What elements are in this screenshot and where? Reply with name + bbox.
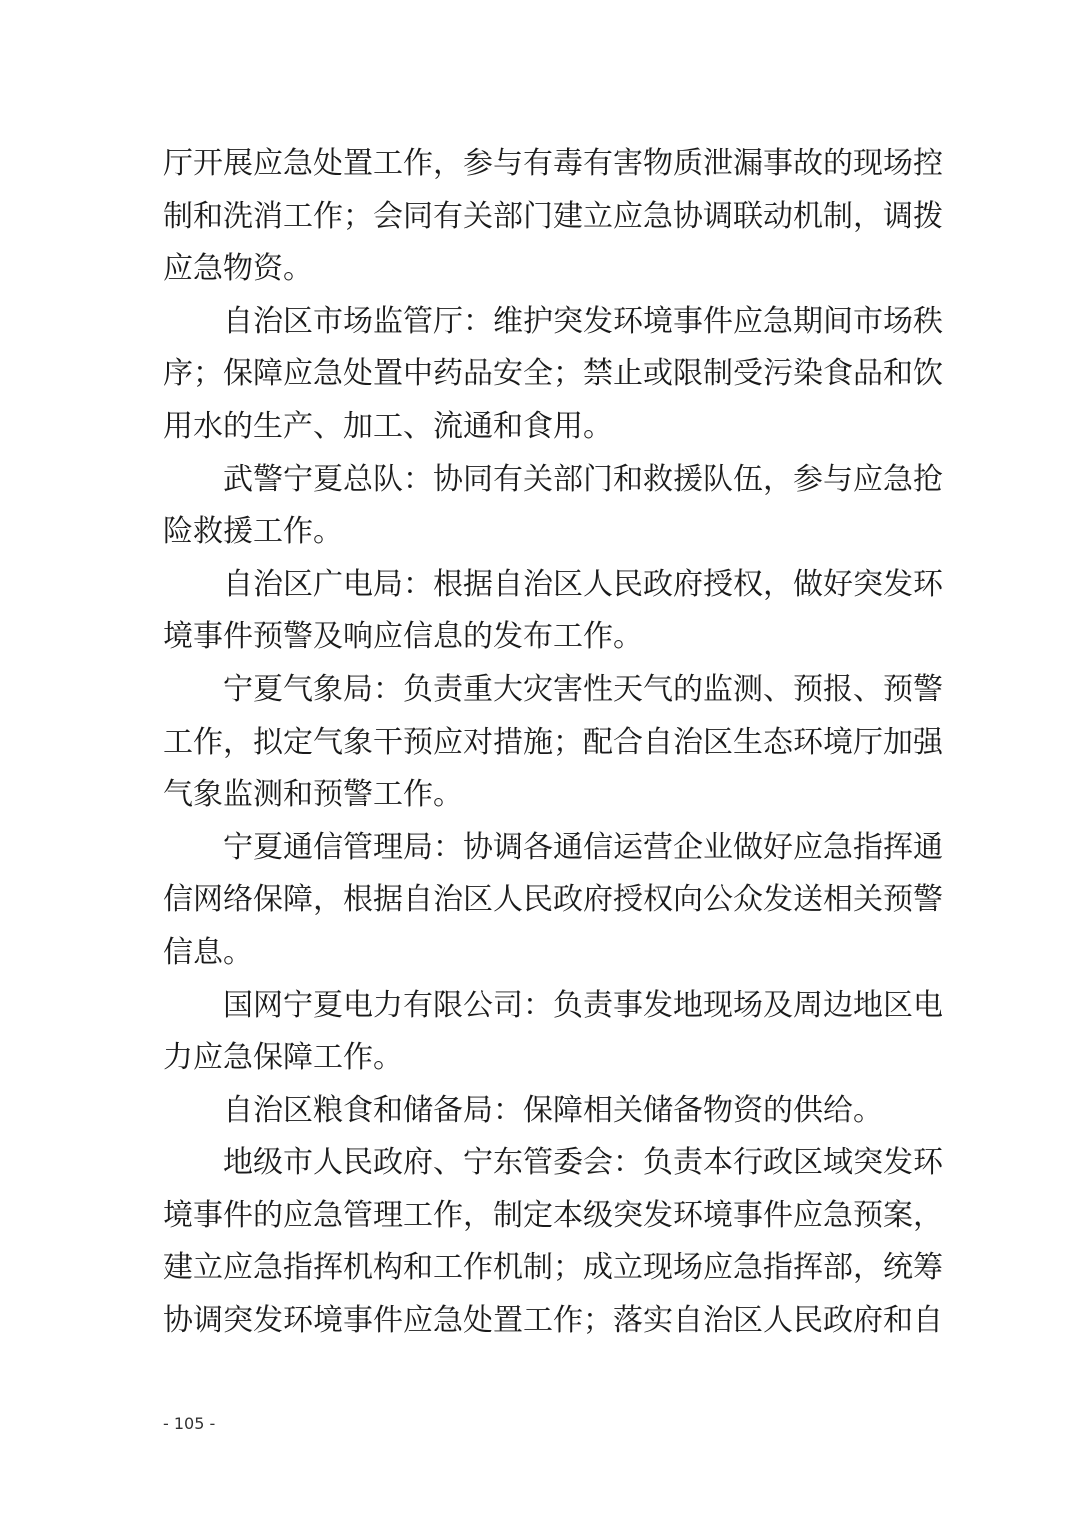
paragraph-municipal-government [163,1137,943,1347]
text-line: 用水的生产、加工、流通和食用。 [163,408,613,444]
text-line: 地级市人民政府、宁东管委会：负责本行政区域突发环 [223,1145,943,1181]
text-line: 应急物资。 [163,251,313,287]
text-line: 境事件预警及响应信息的发布工作。 [163,619,643,655]
text-line: 自治区粮食和储备局：保障相关储备物资的供给。 [223,1092,883,1128]
page-number: - 105 - [163,1414,216,1433]
paragraph-grain-reserve [163,1085,915,1138]
text-line: 国网宁夏电力有限公司：负责事发地现场及周边地区电 [223,987,943,1023]
paragraph-broadcasting [163,559,943,664]
text-line: 宁夏气象局：负责重大灾害性天气的监测、预报、预警 [223,671,943,707]
text-line: 序；保障应急处置中药品安全；禁止或限制受污染食品和饮 [163,356,943,392]
text-line: 武警宁夏总队：协同有关部门和救援队伍，参与应急抢 [223,461,943,497]
paragraph-continuation [163,138,943,296]
text-line: 工作，拟定气象干预应对措施；配合自治区生态环境厅加强 [163,724,943,760]
text-line: 信网络保障，根据自治区人民政府授权向公众发送相关预警 [163,882,943,918]
text-line: 气象监测和预警工作。 [163,777,463,813]
text-line: 协调突发环境事件应急处置工作；落实自治区人民政府和自 [163,1303,943,1339]
text-line: 境事件的应急管理工作，制定本级突发环境事件应急预案， [163,1197,943,1233]
text-line: 宁夏通信管理局：协调各通信运营企业做好应急指挥通 [223,829,943,865]
paragraph-power-grid [163,980,943,1085]
text-line: 厅开展应急处置工作，参与有毒有害物质泄漏事故的现场控 [163,146,943,181]
text-line: 建立应急指挥机构和工作机制；成立现场应急指挥部，统筹 [163,1250,943,1286]
paragraph-armed-police [163,454,943,559]
text-line: 自治区市场监管厅：维护突发环境事件应急期间市场秩 [223,303,943,339]
text-line: 信息。 [163,934,253,970]
paragraph-market-supervision [163,296,943,454]
text-line: 制和洗消工作；会同有关部门建立应急协调联动机制，调拨 [163,198,943,234]
text-line: 力应急保障工作。 [163,1040,403,1076]
paragraph-communications [163,822,943,980]
paragraph-meteorology [163,664,943,822]
text-line: 险救援工作。 [163,514,343,550]
document-body [163,138,943,1348]
text-line: 自治区广电局：根据自治区人民政府授权，做好突发环 [223,566,943,602]
